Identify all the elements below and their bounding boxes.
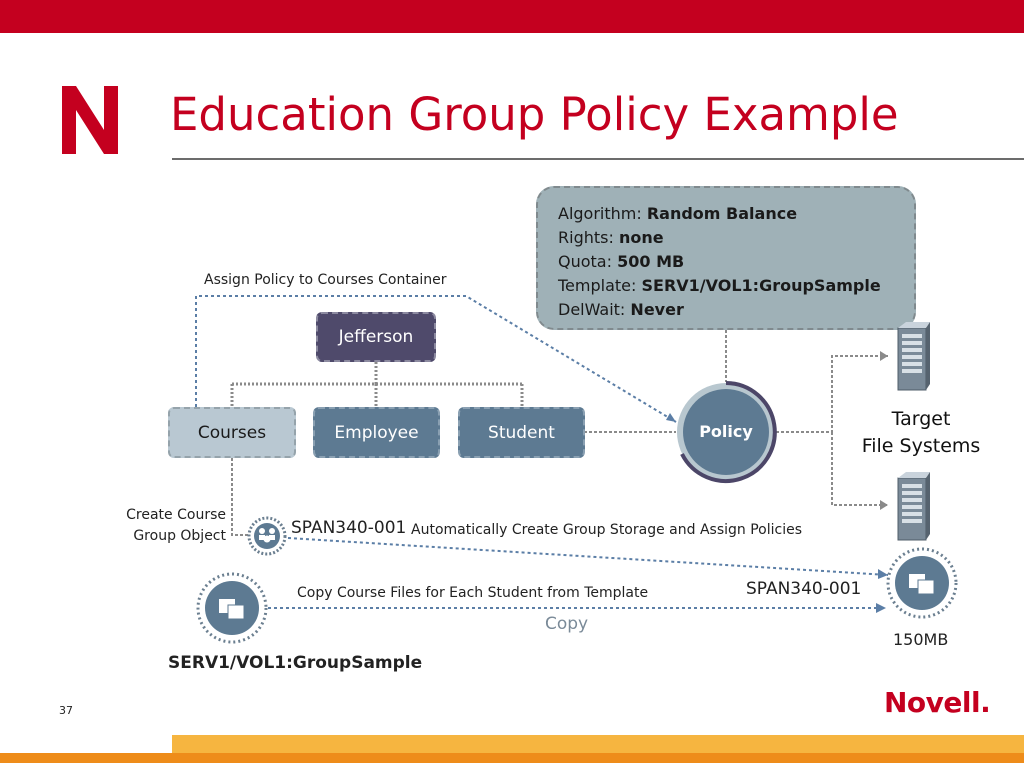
page-title: Education Group Policy Example xyxy=(170,88,899,141)
quota-row xyxy=(558,250,914,274)
jefferson-node[interactable]: Jefferson xyxy=(316,312,436,362)
create-course-line2: Group Object xyxy=(133,528,226,544)
algorithm-value: Random Balance xyxy=(646,204,798,223)
student-node[interactable]: Student xyxy=(458,407,585,458)
novell-brand-logo: Novell. xyxy=(884,686,991,719)
policy-settings-box xyxy=(536,186,916,330)
delwait-row xyxy=(558,298,914,322)
storage-name-label: SPAN340-001 xyxy=(746,579,862,599)
target-label-line2: File Systems xyxy=(861,435,981,457)
copy-files-label: Copy Course Files for Each Student from Template xyxy=(297,585,649,601)
storage-size-label: 150MB xyxy=(893,630,949,649)
quota-value: 500 MB xyxy=(617,252,685,271)
quota-label: Quota: xyxy=(558,252,612,271)
template-label: Template: xyxy=(558,276,637,295)
delwait-label: DelWait: xyxy=(558,300,626,319)
courses-node[interactable]: Courses xyxy=(168,407,296,458)
auto-create-label: Automatically Create Group Storage and Assign Policies xyxy=(411,522,802,538)
template-folder-icon xyxy=(196,572,268,644)
algorithm-row xyxy=(558,202,914,226)
group-object-name: SPAN340-001 xyxy=(291,518,407,538)
footer-band-light xyxy=(172,735,1024,754)
footer-band-dark xyxy=(0,753,1024,763)
server-icon xyxy=(896,472,930,542)
target-file-systems-label xyxy=(850,406,992,460)
copy-label: Copy xyxy=(545,614,589,634)
employee-node[interactable]: Employee xyxy=(313,407,440,458)
delwait-value: Never xyxy=(630,300,684,319)
rights-row xyxy=(558,226,914,250)
template-volume-label: SERV1/VOL1:GroupSample xyxy=(168,653,423,673)
footer-band-gap xyxy=(0,735,172,754)
rights-label: Rights: xyxy=(558,228,614,247)
rights-value: none xyxy=(618,228,664,247)
group-object-icon xyxy=(247,516,287,556)
template-row xyxy=(558,274,914,298)
policy-node-label[interactable]: Policy xyxy=(699,422,753,441)
create-course-line1: Create Course xyxy=(126,507,226,523)
server-icon xyxy=(896,322,930,392)
storage-folder-icon xyxy=(886,547,958,619)
algorithm-label: Algorithm: xyxy=(558,204,642,223)
page-number: 37 xyxy=(59,704,73,717)
target-label-line1: Target xyxy=(891,408,951,430)
assign-policy-label: Assign Policy to Courses Container xyxy=(204,272,447,288)
create-course-label xyxy=(104,505,226,547)
template-value: SERV1/VOL1:GroupSample xyxy=(641,276,881,295)
